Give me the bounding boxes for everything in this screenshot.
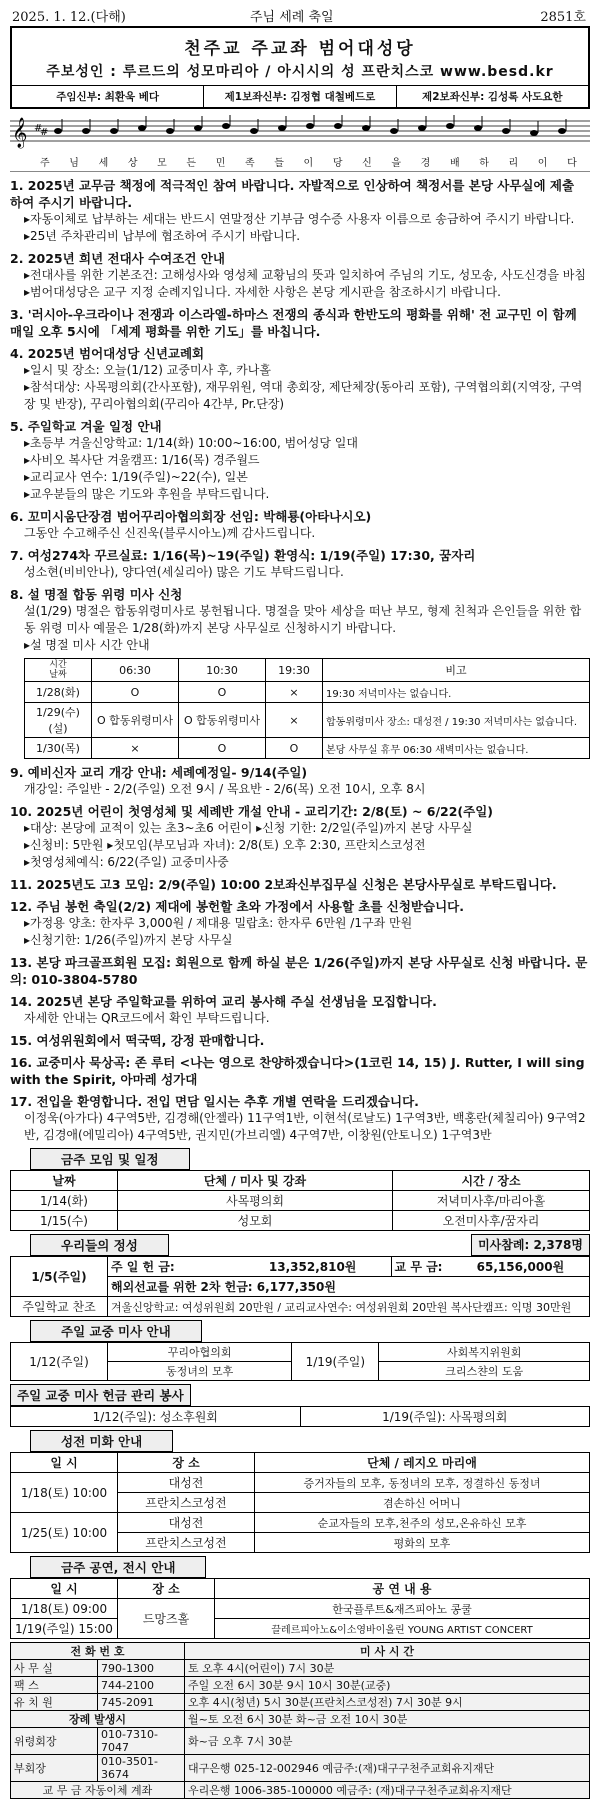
beauty-section [10,1430,590,1553]
corner-time: 시간 [49,660,67,670]
feast-name: 주님 세례 축일 [250,10,334,25]
funeral-label: 장례 발생시 [11,1711,185,1728]
lyric-syllable: 이 [537,158,551,169]
mass-attendance [471,1234,590,1256]
list-item [10,547,590,581]
notice-detail: 개강일: 주일반 - 2/2(주일) 오전 9시 / 목요반 - 2/6(목) 오전 10시, 오후 8시 [24,782,426,796]
list-item [10,586,590,654]
music-notes [10,115,590,155]
table-row [25,703,590,738]
table-cell: 겸손하신 어머니 [255,1493,590,1513]
notice-heading: 3. '러시아-우크라이나 전쟁과 이스라엘-하마스 전쟁의 종식과 한반도의 평화를 위해' 전 교구민 이 함께 매일 오후 5시에 「세계 평화를 위한 기도」를 바칩니다. [10,307,577,339]
table-cell: 프란치스코성전 [118,1533,255,1553]
music-note [110,128,118,134]
sunday-value: 13,352,810원 [268,1260,357,1274]
list-item [10,1032,590,1049]
table-cell: × [266,682,323,703]
phone-label: 부회장 [11,1755,98,1782]
mass-time: 화~금 오후 7시 30분 [185,1728,590,1755]
meetings-col-date: 날짜 [11,1171,118,1191]
notice-heading: 14. 2025년 본당 주일학교를 위하여 교리 봉사해 주실 선생님을 모집합니다. [10,994,437,1009]
mass-time: 월~토 오전 6시 30분 화~금 오전 10시 30분 [185,1711,590,1728]
lyric-syllable: 족 [244,158,258,169]
table-cell: 1/18(토) 09:00 [11,1599,118,1619]
music-note [138,125,146,131]
lyric-syllable: 하 [479,158,492,169]
table-cell: 대성전 [118,1473,255,1493]
table-cell: 꾸리아협의회 [108,1343,292,1362]
notice-heading: 8. 설 명절 합동 위령 미사 신청 [10,587,183,602]
lyric-syllable: 신 [362,158,375,169]
table-cell: 1/12(주일): 성소후원회 [11,1407,301,1427]
table-cell: 저녁미사후/마리아홀 [393,1191,590,1211]
notice-heading: 7. 여성274차 꾸르실료: 1/16(목)~19(주일) 환영식: 1/19(주일) 17:30, 꿈자리 [10,548,476,563]
list-item [10,418,590,503]
music-note [166,128,174,134]
list-item [10,803,590,871]
notice-detail: 설(1/29) 명절은 합동위령미사로 봉헌됩니다. 명절을 맞아 세상을 떠난 부모, 형제 친척과 은인들을 위한 합동 위령 미사 예물은 1/28(화)까지 본당 사무실로 신청하시기 바랍니다. [24,604,582,635]
notice-detail: ▸참석대상: 사목평의회(간사포함), 재무위원, 역대 총회장, 제단체장(동아리 포함), 구역협의회(지역장, 구역장 및 반장), 꾸리아협의회(꾸리아 4간부, Pr.단장) [24,380,583,411]
table-cell: 오전미사후/꿈자리 [393,1211,590,1231]
notice-detail: ▸신청기한: 1/26(주일)까지 본당 사무실 [24,933,233,947]
notice-detail: ▸일시 및 장소: 오늘(1/12) 교중미사 후, 카나홀 [24,363,271,377]
list-item [10,764,590,798]
issue-number: 2851호 [540,10,586,25]
notice-detail: 이정욱(아가다) 4구역5반, 김경해(안젤라) 11구역1반, 이현석(로날도) 1구역3반, 백홍란(체칠리아) 9구역2반, 김경애(에밀리아) 4구역5반, 권지민(가브리엘) 4구역7반, 이창원(안토니오) 1구역3반 [24,1111,586,1142]
phone-label: 유 치 원 [11,1694,98,1711]
bulletin-page [10,0,590,1799]
lyric-syllable: 모 [157,158,170,169]
patron-line: 주보성인 : 루르드의 성모마리아 / 아시시의 성 프란치스코 www.besd.kr [46,64,554,80]
svg-text:#: # [40,127,49,138]
notice-heading: 10. 2025년 어린이 첫영성체 및 세례반 개설 안내 - 교리기간: 2/8(토) ~ 6/22(주일) [10,804,494,819]
lyric-syllable: 리 [508,158,522,169]
concert-table [10,1578,590,1639]
table-cell: 1/14(화) [11,1191,118,1211]
table-cell: O 합동위령미사 [179,703,266,738]
music-staff [10,115,590,172]
concert-place: 드망즈홀 [118,1599,215,1639]
table-cell: O [92,682,179,703]
beauty-col-time: 일 시 [11,1453,118,1473]
assistant-2: 제2보좌신부: 김성록 사도요한 [422,91,563,103]
lyric-syllable: 당 [332,158,346,169]
music-note [306,123,314,129]
list-item [10,508,590,542]
music-note [222,123,230,129]
beauty-table [10,1452,590,1553]
notice-heading: 5. 주일학교 겨울 일정 안내 [10,419,162,434]
hymn-lyrics [40,154,580,169]
table-cell: 한국플루트&재즈피아노 콩쿨 [215,1599,590,1619]
tithe-autopay [11,1782,185,1799]
holiday-mass-table [24,658,590,759]
mission-value: 6,177,350원 [256,1280,336,1294]
notice-detail: ▸설 명절 미사 시간 안내 [24,638,150,652]
table-cell: 순교자들의 모후,천주의 성모,온유하신 모후 [255,1513,590,1533]
table-cell: 대성전 [118,1513,255,1533]
notice-detail: ▸자동이체로 납부하는 세대는 반드시 연말정산 기부금 영수증 사용자 이름으로 송금하여 주시기 바랍니다. [24,212,575,226]
notice-heading: 13. 본당 파크골프회원 모집: 회원으로 함께 하실 분은 1/26(주일)까지 본당 사무실로 신청 바랍니다. 문의: 010-3804-5780 [10,955,588,987]
table-cell: 19:30 저녁미사는 없습니다. [323,682,590,703]
mission-label: 해외선교를 위한 2차 헌금: [111,1280,253,1294]
col-note: 비고 [323,659,590,682]
concert-col-place: 장 소 [118,1579,215,1599]
music-note [250,128,258,134]
lyric-syllable: 을 [391,158,405,169]
bank-account: 우리은행 1006-385-100000 예금주: (재)대구구천주교회유지재단 [185,1782,590,1799]
table-row [25,738,590,759]
notice-heading: 2. 2025년 희년 전대사 수여조건 안내 [10,251,225,266]
phone-label: 사 무 실 [11,1660,98,1677]
table-cell: 끌레르피아노&이소영바이올린 YOUNG ARTIST CONCERT [215,1619,590,1639]
meetings-title: 금주 모임 및 일정 [30,1148,190,1170]
collection-table [10,1406,590,1427]
pastor: 주임신부: 최환욱 베다 [12,86,204,107]
music-note [194,125,202,131]
table-cell: 1/28(화) [25,682,92,703]
svg-text:#: # [34,123,43,134]
list-item [10,1054,590,1088]
music-note [474,125,482,131]
svg-text:𝄞: 𝄞 [12,118,28,148]
notice-detail: ▸전대사를 위한 기본조건: 고해성사와 영성체 교황님의 뜻과 일치하여 주님의 기도, 성모송, 사도신경을 바침 [24,268,586,282]
assistant-1: 제1보좌신부: 김정협 대철베드로 [204,86,396,107]
list-item [10,345,590,413]
notice-heading: 17. 전입을 환영합니다. 전입 면담 일시는 추후 개별 연락을 드리겠습니다. [10,1094,419,1109]
sunday-offering [108,1257,392,1277]
list-item [10,993,590,1027]
music-note [558,128,566,134]
list-item [10,306,590,340]
phone-value: 745-2091 [98,1694,185,1711]
title-box [10,26,590,109]
top-line [10,0,590,26]
notice-heading: 9. 예비신자 교리 개강 안내: 세례예정일- 9/14(주일) [10,765,308,780]
sunday-mass-title: 주일 교중 미사 안내 [30,1320,202,1342]
table-cell: O [266,738,323,759]
concert-title: 금주 공연, 전시 안내 [30,1556,206,1578]
table-cell: 사목평의회 [118,1191,393,1211]
school-value: 겨울신앙학교: 여성위원회 20만원 / 교리교사연수: 여성위원회 20만원 복사단캠프: 익명 30만원 [108,1297,590,1317]
notice-heading: 6. 꼬미시움단장겸 범어꾸리아협의회장 선임: 박해룡(아타나시오) [10,509,372,524]
table-cell: 증거자들의 모후, 동정녀의 모후, 정결하신 동정녀 [255,1473,590,1493]
notice-detail: 성소현(비비안나), 양다연(세실리아) 많은 기도 부탁드립니다. [24,565,344,579]
phone-value: 790-1300 [98,1660,185,1677]
collection-section [10,1384,590,1427]
music-note [418,125,426,131]
table-cell: 1/19(주일) [292,1343,379,1381]
music-note [390,128,398,134]
notice-detail: ▸신청비: 5만원 ▸첫모임(부모님과 자녀): 2/8(토) 오후 2:30, 프란치스코성전 [24,838,426,852]
table-cell: O [179,738,266,759]
sunday-mass-table [10,1342,590,1381]
lyric-syllable: 님 [69,158,82,169]
bank-account: 대구은행 025-12-002946 예금주:(재)대구구천주교회유지재단 [185,1755,590,1782]
col-0630: 06:30 [92,659,179,682]
notice-detail: 그동안 수고해주신 신진욱(블루시아노)께 감사드립니다. [24,526,316,540]
music-note [278,125,286,131]
meetings-col-time: 시간 / 장소 [393,1171,590,1191]
notice-list [10,177,590,654]
music-note [446,123,454,129]
notice-detail: ▸범어대성당은 교구 지정 순례지입니다. 자세한 사항은 본당 게시판을 참조하시기 바랍니다. [24,285,501,299]
table-cell: O [179,682,266,703]
phone-value: 744-2100 [98,1677,185,1694]
music-note [82,128,90,134]
lyric-syllable: 든 [186,158,200,169]
table-cell: 본당 사무실 휴무 06:30 새벽미사는 없습니다. [323,738,590,759]
table-cell: 1/18(토) 10:00 [11,1473,118,1513]
lyric-syllable: 주 [40,158,53,169]
staff-row [12,85,588,107]
beauty-title: 성전 미화 안내 [30,1430,173,1452]
mission-offering [108,1277,590,1297]
lyric-syllable: 세 [98,158,112,169]
list-item [10,177,590,245]
offering-table [10,1256,590,1317]
notice-heading: 1. 2025년 교무금 책정에 적극적인 참여 바랍니다. 자발적으로 인상하여 책정서를 본당 사무실에 제출 하여 주시기 바랍니다. [10,178,575,210]
parish-name: 천주교 주교좌 범어대성당 [184,39,416,59]
notice-detail: ▸가정용 양초: 한자루 3,000원 / 제대용 밀랍초: 한자루 6만원 /1구좌 만원 [24,916,413,930]
lyric-syllable: 배 [449,158,463,169]
col-1030: 10:30 [179,659,266,682]
mass-time: 오후 4시(청년) 5시 30분(프란치스코성전) 7시 30분 9시 [185,1694,590,1711]
concert-col-content: 공 연 내 용 [215,1579,590,1599]
autopay-label: 자동이체 계좌 [85,1784,153,1797]
table-cell: × [266,703,323,738]
lyric-syllable: 경 [420,158,434,169]
collection-title: 주일 교중 미사 헌금 관리 봉사 [10,1384,191,1406]
lyric-syllable: 상 [127,158,141,169]
notice-heading: 4. 2025년 범어대성당 신년교례회 [10,346,205,361]
phone-label: 팩 스 [11,1677,98,1694]
table-cell: 1/12(주일) [11,1343,108,1381]
notice-detail: ▸교우분들의 많은 기도와 후원을 부탁드립니다. [24,487,270,501]
corner-date: 날짜 [49,670,67,680]
list-item [10,876,590,893]
table-cell: 프란치스코성전 [118,1493,255,1513]
col-1930: 19:30 [266,659,323,682]
notice-detail: ▸대상: 본당에 교적이 있는 초3~초6 어린이 ▸신청 기한: 2/2일(주일)까지 본당 사무실 [24,821,473,835]
mass-time: 주일 오전 6시 30분 9시 10시 30분(교중) [185,1677,590,1694]
attendance-value: 2,378명 [533,1238,583,1252]
meetings-section [10,1148,590,1231]
tithe-offering [391,1257,589,1277]
tithe-label: 교 무 금: [394,1260,443,1274]
music-note [362,125,370,131]
school-label: 주일학교 찬조 [11,1297,108,1317]
offering-title: 우리들의 정성 [30,1234,169,1256]
notice-heading: 16. 교중미사 묵상곡: 존 루터 <나는 영으로 찬양하겠습니다>(1코린 14, 15) J. Rutter, I will sing with the Spirit, 아마레 성가대 [10,1055,585,1087]
table-cell: 동정녀의 모후 [108,1362,292,1381]
offering-section [10,1234,590,1317]
notice-detail: 자세한 안내는 QR코드에서 확인 부탁드립니다. [24,1011,270,1025]
beauty-col-group: 단체 / 레지오 마리애 [255,1453,590,1473]
attendance-label: 미사참례: [478,1238,530,1252]
table-cell: 사회복지위원회 [379,1343,590,1362]
issue-date: 2025. 1. 12.(다해) [12,10,126,25]
table-cell: 1/29(수)(설) [25,703,92,738]
notice-list-2 [10,764,590,1144]
phone-value: 010-7310-7047 [98,1728,185,1755]
music-note [502,128,510,134]
concert-col-time: 일 시 [11,1579,118,1599]
phone-value: 010-3501-3674 [98,1755,185,1782]
table-cell: 평화의 모후 [255,1533,590,1553]
notice-detail: ▸초등부 겨울신앙학교: 1/14(화) 10:00~16:00, 범어성당 일대 [24,436,358,450]
meetings-col-group: 단체 / 미사 및 강좌 [118,1171,393,1191]
table-cell: × [92,738,179,759]
table-cell: 1/15(수) [11,1211,118,1231]
sunday-label: 주 일 헌 금: [111,1260,175,1274]
tithe-value: 65,156,000원 [476,1260,565,1274]
lyric-syllable: 다 [567,158,580,169]
tithe-label-foot: 교 무 금 [42,1784,82,1797]
music-note [334,123,342,129]
mass-time-title: 미 사 시 간 [185,1643,590,1660]
concert-section [10,1556,590,1639]
music-note [54,128,62,134]
list-item [10,250,590,301]
table-cell: 1/25(토) 10:00 [11,1513,118,1553]
list-item [10,898,590,949]
meetings-table [10,1170,590,1231]
lyric-syllable: 이 [303,158,317,169]
table-cell: 성모회 [118,1211,393,1231]
list-item [10,1093,590,1144]
notice-detail: ▸첫영성체예식: 6/22(주일) 교중미사중 [24,855,229,869]
phone-title: 전 화 번 호 [11,1643,185,1660]
table-cell: 1/30(목) [25,738,92,759]
music-note [530,130,538,136]
beauty-col-place: 장 소 [118,1453,255,1473]
phone-label: 위령회장 [11,1728,98,1755]
notice-heading: 12. 주님 봉헌 축일(2/2) 제대에 봉헌할 초와 가정에서 사용할 초를 신청받습니다. [10,899,464,914]
notice-detail: ▸사비오 복사단 겨울캠프: 1/16(목) 경주월드 [24,453,260,467]
lyric-syllable: 들 [274,158,287,169]
lyric-syllable: 민 [215,158,229,169]
table-cell: 1/19(주일): 사목평의회 [300,1407,590,1427]
table-row [25,682,590,703]
table-cell: O 합동위령미사 [92,703,179,738]
notice-detail: ▸교리교사 연수: 1/19(주일)~22(수), 일본 [24,470,248,484]
sunday-mass-section [10,1320,590,1381]
notice-heading: 15. 여성위원회에서 떡국떡, 강정 판매합니다. [10,1033,265,1048]
footer-table [10,1642,590,1799]
table-cell: 1/19(주일) 15:00 [11,1619,118,1639]
table-cell: 합동위령미사 장소: 대성전 / 19:30 저녁미사는 없습니다. [323,703,590,738]
offering-date: 1/5(주일) [11,1257,108,1297]
notice-detail: ▸25년 주차관리비 납부에 협조하여 주시기 바랍니다. [24,229,301,243]
list-item [10,954,590,988]
notice-heading: 11. 2025년도 고3 모임: 2/9(주일) 10:00 2보좌신부집무실 신청은 본당사무실로 부탁드립니다. [10,877,557,892]
mass-time: 토 오후 4시(어린이) 7시 30분 [185,1660,590,1677]
table-cell: 크리스챤의 도움 [379,1362,590,1381]
